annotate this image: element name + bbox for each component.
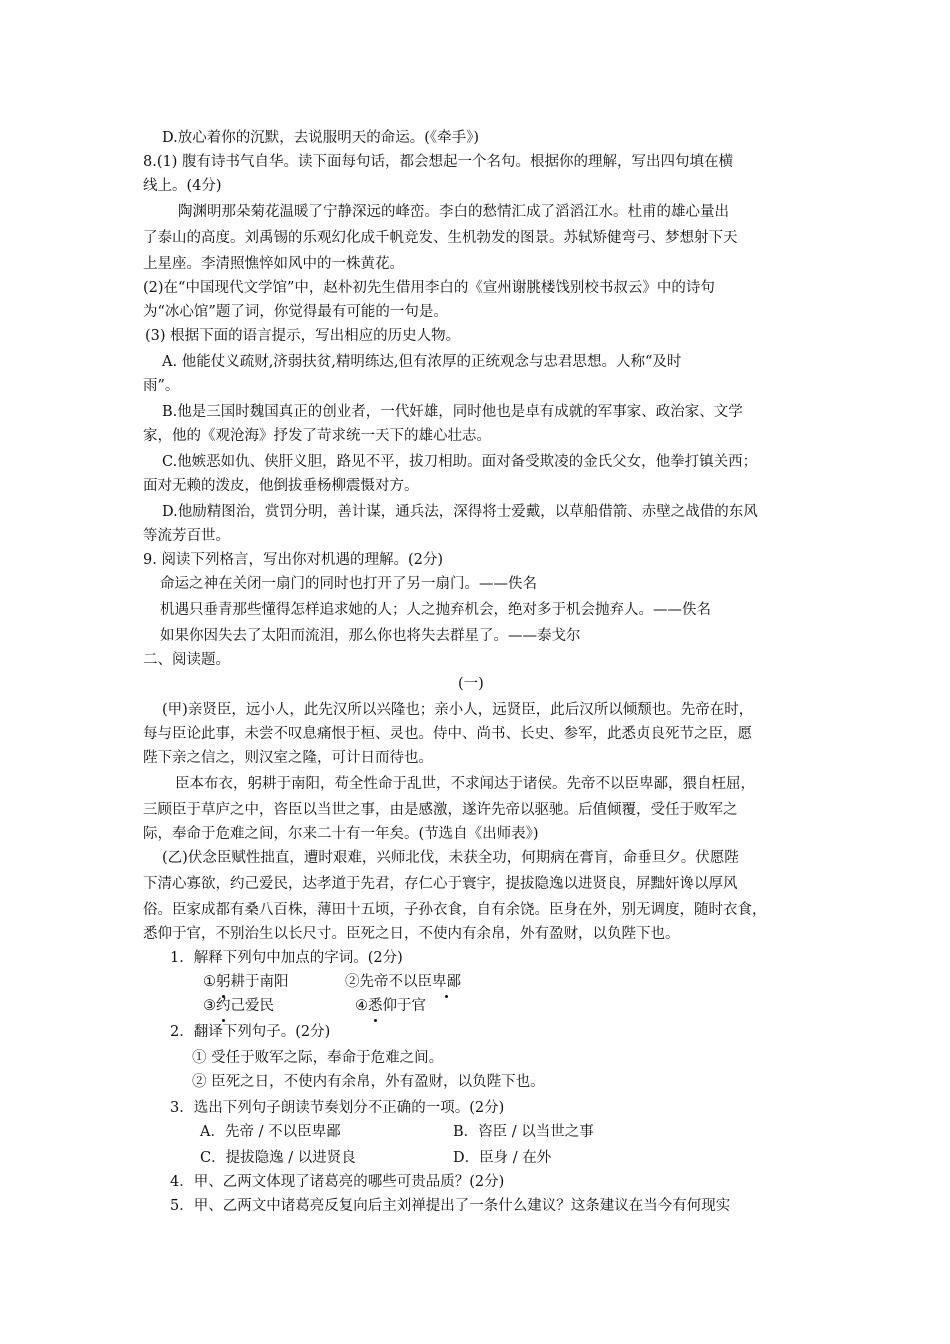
q9-maxim-1: 命运之神在关闭一扇门的同时也打开了另一扇门。——佚名: [160, 576, 537, 592]
q1-item-2-dotted-word: 卑鄙: [432, 970, 461, 994]
q8-part1-line2: 线上。(4分): [143, 178, 222, 194]
q3-option-b: B．咨臣 / 以当世之事: [453, 1124, 594, 1140]
q8-part1-line1: 8.(1) 腹有诗书气自华。读下面每句话，都会想起一个名句。根据你的理解，写出四句填在横: [143, 154, 733, 170]
jia-line6: 际，奉命于危难之间，尔来二十有一年矣。(节选自《出师表》): [143, 826, 539, 842]
q1-item-1-prefix: ①: [203, 974, 216, 990]
q3-option-d: D．臣身 / 在外: [453, 1150, 552, 1166]
q1-title: 1．解释下列句中加点的字词。(2分): [170, 950, 403, 966]
q8-option-b-line2: 家，他的《观沧海》抒发了苛求统一天下的雄心壮志。: [143, 428, 491, 444]
q2-title: 2．翻译下列句子。(2分): [170, 1024, 331, 1040]
q1-item-3-prefix: ③: [203, 998, 216, 1014]
q9-maxim-2: 机遇只垂青那些懂得怎样追求她的人；人之抛弃机会，绝对多于机会抛弃人。——佚名: [160, 602, 711, 618]
q9-title: 9. 阅读下列格言，写出你对机遇的理解。(2分): [143, 552, 443, 568]
q5-title: 5．甲、乙两文中诸葛亮反复向后主刘禅提出了一条什么建议？这条建议在当今有何现实: [170, 1198, 731, 1214]
q1-item-1-suffix: 耕于南阳: [230, 974, 289, 990]
q8-part2-line1: (2)在“中国现代文学馆”中，赵朴初先生借用李白的《宣州谢朓楼饯别校书叔云》中的诗句: [143, 280, 715, 296]
q8-option-c-line2: 面对无赖的泼皮，他倒拔垂杨柳震慑对方。: [143, 478, 419, 494]
q9-maxim-3: 如果你因失去了太阳而流泪，那么你也将失去群星了。——泰戈尔: [160, 628, 581, 644]
q8-option-c-line1: C.他嫉恶如仇、侠肝义胆，路见不平，拔刀相助。面对备受欺凌的金氏父女，他拳打镇关西；: [162, 454, 758, 470]
q3-title: 3．选出下列句子朗读节奏划分不正确的一项。(2分): [170, 1100, 505, 1116]
q4-title: 4．甲、乙两文体现了诸葛亮的哪些可贵品质？(2分): [170, 1174, 505, 1190]
q1-item-4-prefix: ④: [355, 998, 368, 1014]
q8-option-d-line2: 等流芳百世。: [143, 528, 230, 544]
q2-sentence-2: ② 臣死之日，不使内有余帛，外有盈财，以负陛下也。: [192, 1074, 545, 1090]
jia-line3: 陛下亲之信之，则汉室之隆，可计日而待也。: [143, 750, 433, 766]
q8-passage-line2: 了泰山的高度。刘禹锡的乐观幻化成千帆竞发、生机勃发的图景。苏轼矫健弯弓、梦想射下天: [143, 230, 738, 246]
q8-option-a-line1: A. 他能仗义疏财,济弱扶贫,精明练达,但有浓厚的正统观念与忠君思想。人称“及时: [162, 354, 682, 370]
q8-part2-line2: 为“冰心馆”题了词，你觉得最有可能的一句是。: [143, 304, 448, 320]
jia-line2: 每与臣论此事，未尝不叹息痛恨于桓、灵也。侍中、尚书、长史、参军，此悉贞良死节之臣，愿: [143, 726, 752, 742]
q8-part3-title: (3) 根据下面的语言提示，写出相应的历史人物。: [145, 328, 461, 344]
q1-item-2: [345, 970, 461, 994]
q8-option-a-line2: 雨”。: [143, 378, 180, 394]
part-1-heading: (一): [458, 676, 484, 692]
q2-sentence-1: ① 受任于败军之际，奉命于危难之间。: [192, 1050, 444, 1066]
q8-passage-line1: 陶渊明那朵菊花温暖了宁静深远的峰峦。李白的愁情汇成了滔滔江水。杜甫的雄心量出: [178, 204, 729, 220]
yi-line1: (乙)伏念臣赋性拙直，遭时艰难，兴师北伐，未获全功，何期病在膏肓，命垂旦夕。伏愿陛: [162, 850, 739, 866]
q1-item-3-suffix: 己爱民: [230, 998, 274, 1014]
q1-item-3: [203, 994, 274, 1018]
jia-line1: (甲)亲贤臣，远小人，此先汉所以兴隆也；亲小人，远贤臣，此后汉所以倾颓也。先帝在时，: [162, 702, 754, 718]
yi-line3: 俗。臣家成都有桑八百株，薄田十五顷，子孙衣食，自有余饶。臣身在外，别无调度，随时衣食，: [143, 902, 767, 918]
q1-item-4-dotted-word: 悉: [368, 994, 383, 1018]
q3-option-a: A．先帝 / 不以臣卑鄙: [200, 1124, 341, 1140]
jia-line4: 臣本布衣，躬耕于南阳，苟全性命于乱世，不求闻达于诸侯。先帝不以臣卑鄙，猥自枉屈，: [175, 776, 755, 792]
q1-item-1-dotted-word: 躬: [216, 970, 231, 994]
q7-option-d: D.放心着你的沉默，去说服明天的命运。(《牵手》): [162, 130, 480, 146]
q8-option-d-line1: D.他励精图治，赏罚分明，善计谋，通兵法，深得将士爱戴，以草船借箭、赤壁之战借的东风: [162, 504, 758, 520]
q1-item-3-dotted-word: 约: [216, 994, 231, 1018]
q1-item-1: [203, 970, 289, 994]
q8-option-b-line1: B.他是三国时魏国真正的创业者，一代奸雄，同时他也是卓有成就的军事家、政治家、文学: [162, 404, 743, 420]
jia-line5: 三顾臣于草庐之中，咨臣以当世之事，由是感激，遂许先帝以驱驰。后值倾覆，受任于败军之: [143, 802, 738, 818]
q3-option-c: C．提拔隐逸 / 以进贤良: [200, 1150, 356, 1166]
section-2-heading: 二、阅读题。: [143, 652, 230, 668]
q1-item-2-prefix: ②先帝不以臣: [345, 974, 432, 990]
yi-line4: 悉仰于官，不别治生以长尺寸。臣死之日，不使内有余帛，外有盈财，以负陛下也。: [143, 926, 680, 942]
yi-line2: 下清心寡欲，约己爱民，达孝道于先君，存仁心于寰宇，提拔隐逸以进贤良，屏黜奸谗以厚风: [143, 876, 738, 892]
q8-passage-line3: 上星座。李清照憔悴如风中的一株黄花。: [143, 256, 404, 272]
q1-item-4: [355, 994, 426, 1018]
q1-item-4-suffix: 仰于官: [382, 998, 426, 1014]
